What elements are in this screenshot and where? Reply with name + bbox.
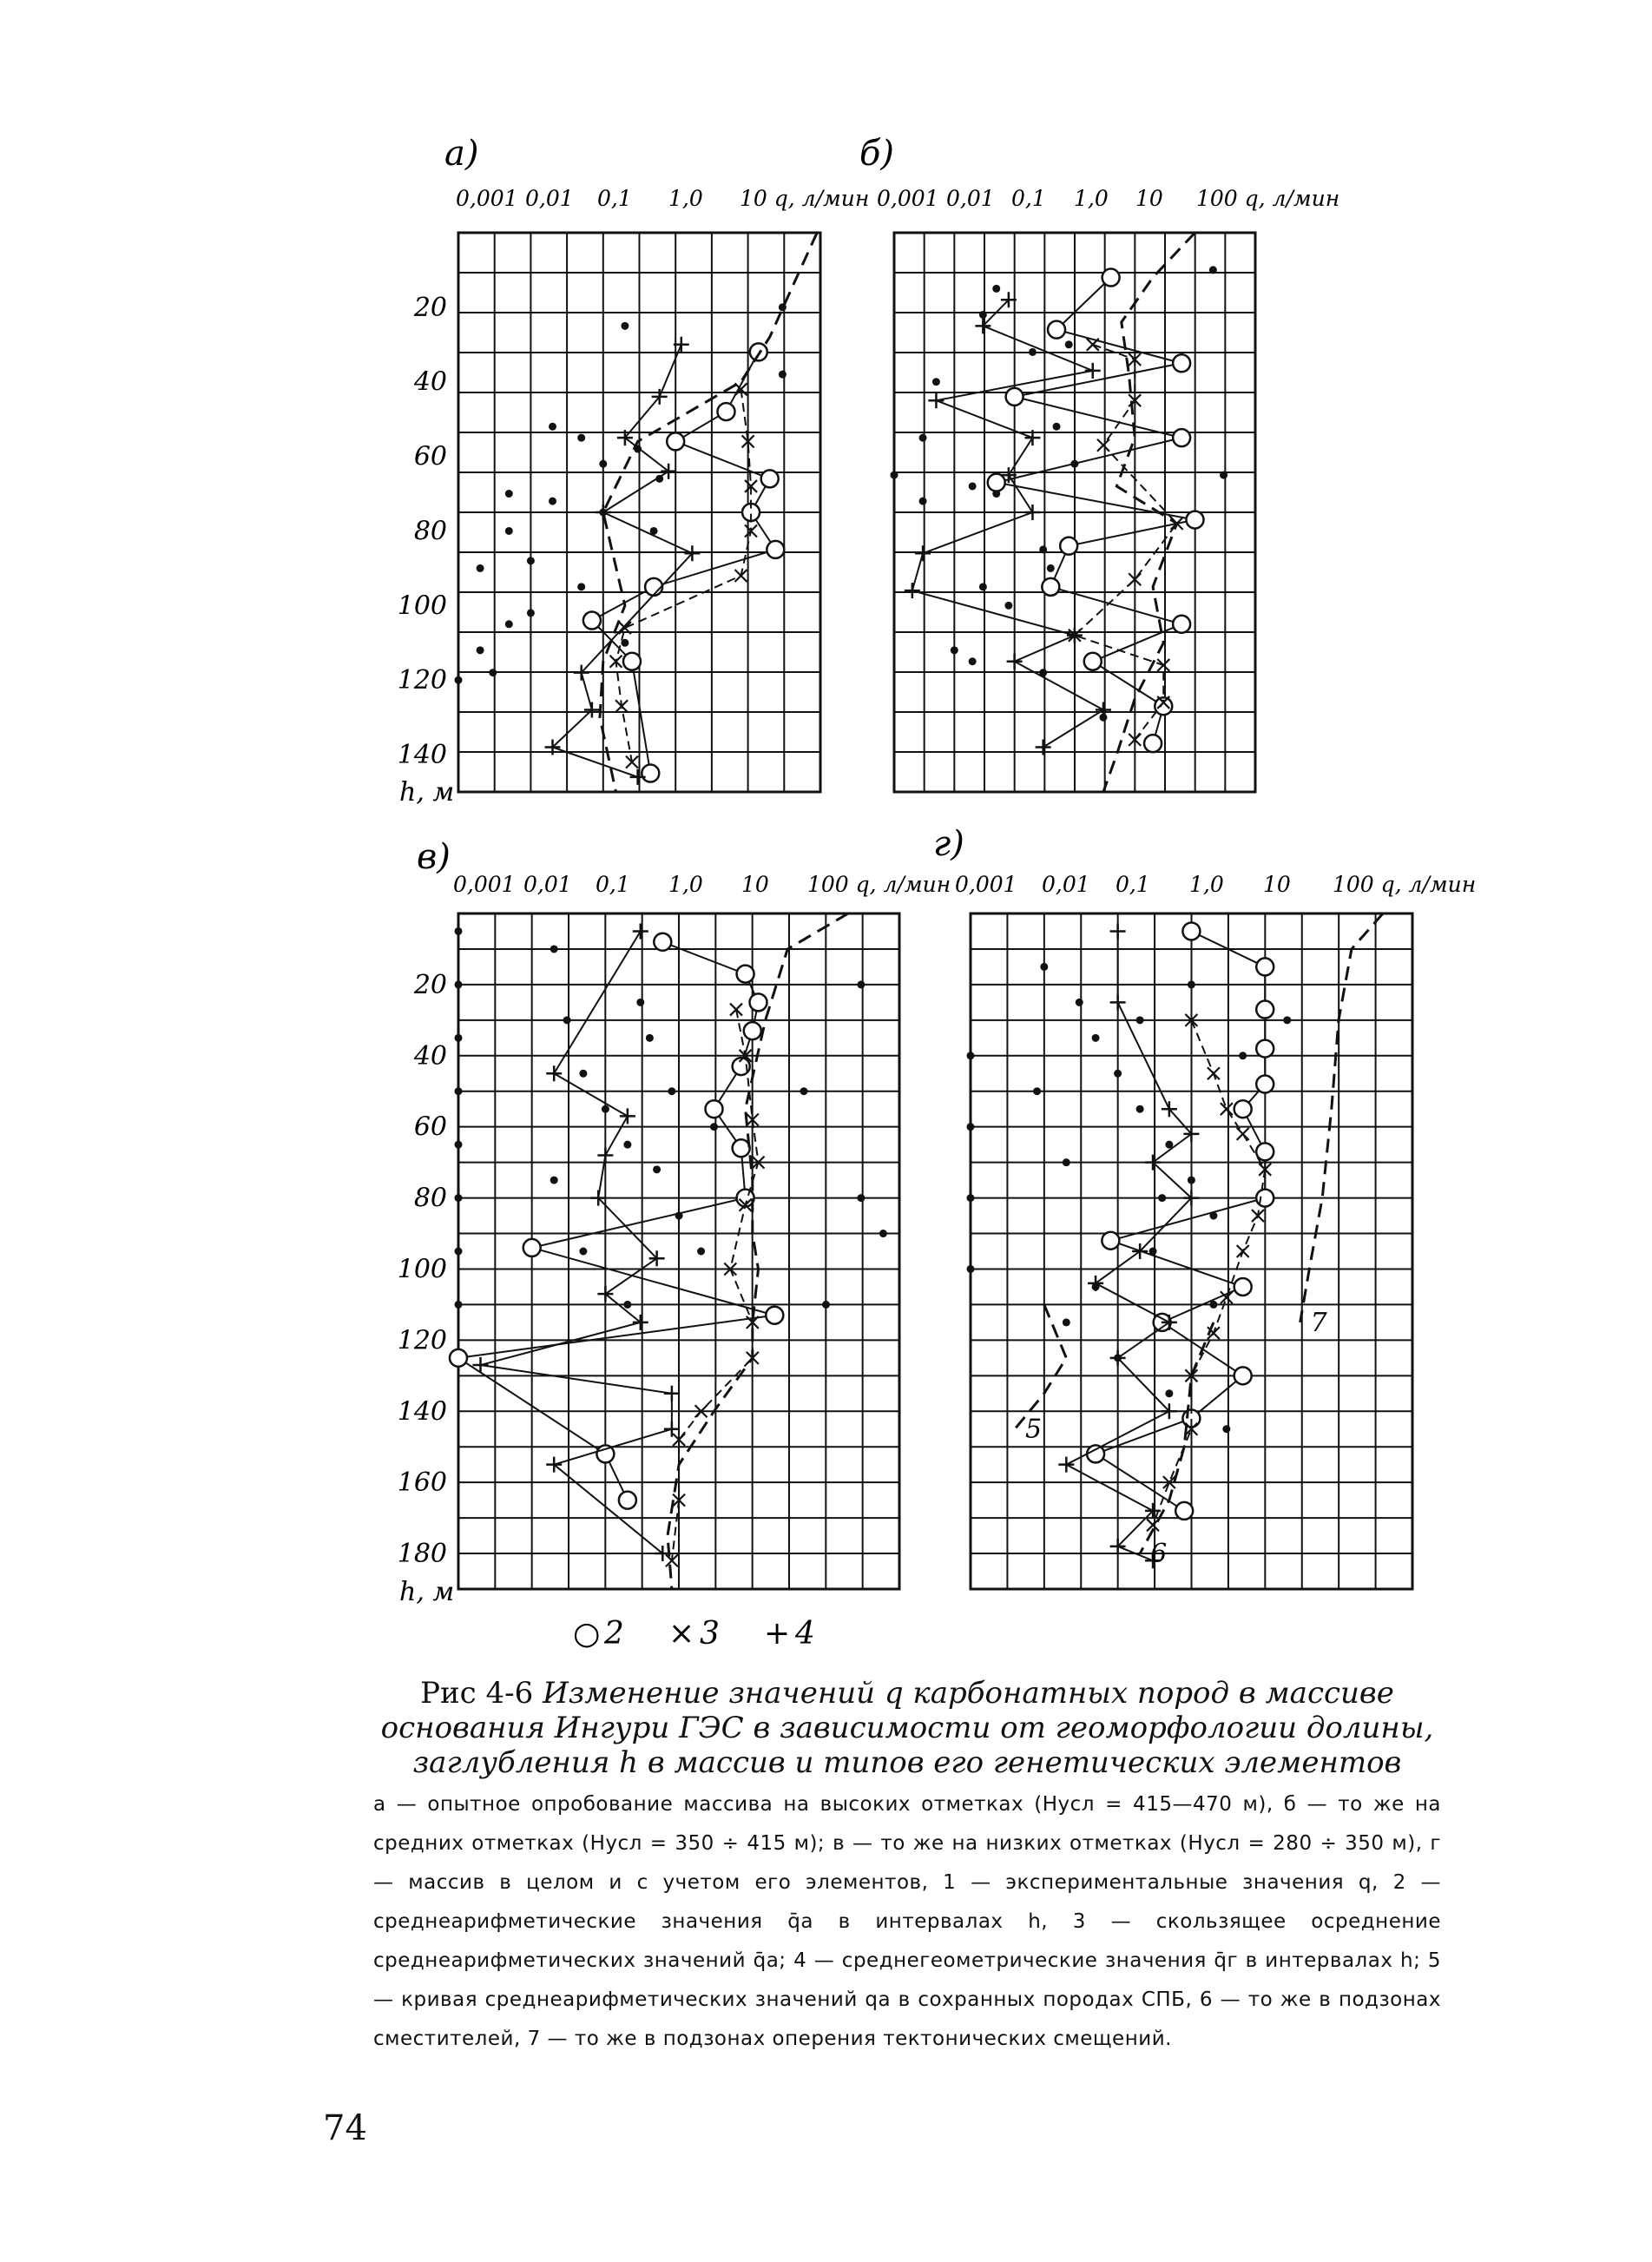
- panel-1-series-2-point: [1173, 429, 1190, 446]
- panel-2-x-tick-label: 100 q, л/мин: [807, 872, 951, 897]
- panel-3-series-2-point: [1256, 1040, 1274, 1058]
- panel-0-series-1-point: [779, 371, 787, 379]
- panel-3-series-6-curve: [1140, 1322, 1214, 1553]
- panel-1-series-1-point: [1004, 602, 1012, 610]
- panel-1-series-2-point: [1102, 269, 1120, 287]
- panel-1-series-4-point: [915, 545, 931, 561]
- panel-2-series-2-point: [450, 1349, 467, 1367]
- caption-notes: а — опытное опробование массива на высоких отметках (Нусл = 415—470 м), б — то же на средних отметках (Нусл = 350 ÷ 415 м); в — то же на низких отметках (Нусл = 280 ÷ 350 м), г — массив в целом и с учетом его элементов, 1 — экспериментальные значения q, 2 — среднеарифметические значения q̄а в интервалах h, 3 — скользящее осреднение среднеарифметических значений q̄а; 4 — среднегеометрические значения q̄г в интервалах h; 5 — кривая среднеарифметических значений qа в сохранных породах СПБ, 6 — то же в подзонах сместителей, 7 — то же в подзонах оперения тектонических смещений.: [373, 1793, 1441, 2050]
- panel-3-series-2-point: [1234, 1367, 1252, 1384]
- panel-3-x-tick-label: 10: [1263, 872, 1291, 897]
- panel-1-series-1-point: [1053, 423, 1061, 431]
- panel-2-series-1-point: [579, 1248, 587, 1256]
- panel-2-y-tick-label: 100: [397, 1254, 447, 1285]
- panel-2-series-1-point: [455, 1034, 463, 1042]
- caption-title-text: Изменение значений q карбонатных пород в массиве основания Ингури ГЭС в зависимости от геоморфологии долины, заглубления h в массив и типов его генетических элементов: [380, 1676, 1434, 1780]
- panel-2-y-tick-label: 80: [413, 1183, 447, 1214]
- panel-2-series-5-curve: [668, 913, 848, 1589]
- panel-3-series-3-line: [1153, 1020, 1265, 1525]
- panel-1-series-4-point: [905, 583, 920, 598]
- panel-0-series-1-point: [477, 564, 484, 572]
- panel-2-series-1-point: [455, 927, 463, 935]
- panel-1-x-tick-label: 10: [1135, 186, 1163, 211]
- panel-1-series-2-point: [1084, 653, 1102, 670]
- panel-2-series-2-point: [744, 1022, 761, 1039]
- panel-2-series-4-point: [597, 1147, 613, 1163]
- panel-2-series-1-point: [879, 1230, 887, 1237]
- panel-0-y-tick-label: 60: [413, 441, 447, 472]
- panel-0-series-1-point: [577, 434, 585, 442]
- panel-0-series-3-point: [735, 570, 747, 582]
- panel-2-series-1-point: [668, 1087, 675, 1095]
- panel-3-series-2-point: [1175, 1502, 1193, 1520]
- panel-1-series-2-point: [1006, 388, 1023, 406]
- panel-2-y-tick-label: 160: [397, 1467, 447, 1499]
- panel-2-series-4-point: [472, 1357, 488, 1373]
- panel-2-y-tick-label: 40: [413, 1040, 447, 1072]
- panel-3-series-2-point: [1182, 922, 1200, 940]
- panel-0-series-2-point: [667, 432, 684, 450]
- panel-3-series-1-point: [1040, 963, 1048, 971]
- panel-1-series-1-point: [969, 657, 977, 665]
- panel-3-series-3-point: [1221, 1103, 1233, 1115]
- panel-3-series-3-point: [1208, 1067, 1220, 1079]
- panel-1-series-1-point: [979, 311, 987, 319]
- panel-2-series-1-point: [455, 1301, 463, 1309]
- panel-2-x-tick-label: 1,0: [668, 872, 703, 897]
- page-number: 74: [323, 2108, 367, 2148]
- panel-3-series-4-point: [1088, 1276, 1103, 1291]
- panel-1-series-1-point: [919, 498, 927, 505]
- panel-2-series-1-point: [455, 1248, 463, 1256]
- panel-0-series-1-point: [599, 460, 607, 468]
- panel-1-series-1-point: [1220, 472, 1227, 479]
- panel-3-x-tick-label: 100 q, л/мин: [1333, 872, 1477, 897]
- panel-3-series-4-point: [1110, 994, 1126, 1010]
- panel-3-series-2-line: [1096, 931, 1265, 1510]
- panel-2-series-4-point: [664, 1421, 680, 1437]
- panel-2-y-tick-label: 120: [397, 1325, 447, 1356]
- panel-0-x-tick-label: 0,1: [597, 186, 632, 211]
- panel-1-x-tick-label: 0,001: [877, 186, 939, 211]
- panel-2-series-1-point: [602, 1105, 609, 1113]
- panel-2-series-2-point: [523, 1239, 541, 1256]
- panel-2-series-1-point: [455, 1087, 463, 1095]
- panel-3-series-7-curve-label: 7: [1310, 1307, 1327, 1338]
- panel-3-series-1-point: [1114, 1070, 1122, 1078]
- panel-2-y-tick-label: 140: [397, 1396, 447, 1428]
- panel-1-series-4-point: [1085, 363, 1101, 379]
- panel-0-series-1-point: [527, 609, 535, 617]
- panel-0-series-1-point: [477, 646, 484, 654]
- panel-3-series-5-curve-label: 5: [1025, 1414, 1043, 1445]
- panel-0-series-2-point: [583, 612, 601, 630]
- panel-3-x-tick-label: 0,001: [955, 872, 1017, 897]
- panel-1-series-1-point: [1029, 348, 1037, 356]
- panel-2-series-1-point: [579, 1070, 587, 1078]
- panel-1-label: б): [859, 134, 895, 174]
- panel-2-y-tick-label: 20: [413, 969, 447, 1000]
- panel-2-series-1-point: [653, 1165, 661, 1173]
- panel-2-series-2-point: [733, 1139, 750, 1157]
- legend-label-3: 3: [700, 1616, 720, 1652]
- panel-3-series-1-point: [1092, 1034, 1100, 1042]
- panel-3-series-4-point: [1058, 1457, 1074, 1473]
- legend-label-2: 2: [604, 1616, 624, 1652]
- panel-2-series-2-point: [750, 993, 767, 1011]
- panel-1-series-4-point: [1007, 654, 1023, 669]
- panel-1-series-3-point: [1097, 439, 1109, 452]
- panel-2-series-1-point: [550, 945, 558, 953]
- panel-2-series-4-line: [480, 931, 671, 1553]
- panel-2-series-1-point: [636, 999, 644, 1006]
- panel-3-series-1-point: [967, 1052, 975, 1059]
- panel-0-x-tick-label: 10 q, л/мин: [740, 186, 870, 211]
- panel-0-series-1-point: [527, 557, 535, 564]
- panel-3-series-2-point: [1087, 1445, 1104, 1462]
- panel-2-series-1-point: [710, 1123, 718, 1131]
- panel-1-series-4-point: [1024, 504, 1040, 520]
- panel-1-x-tick-label: 100 q, л/мин: [1196, 186, 1340, 211]
- panel-1-series-1-point: [919, 434, 927, 442]
- panel-0-series-1-point: [505, 620, 513, 628]
- panel-2-series-1-point: [857, 980, 865, 988]
- panel-0-y-axis-label: h, м: [399, 777, 455, 808]
- panel-2-series-1-point: [455, 1194, 463, 1202]
- legend-symbol-3: ×: [668, 1616, 695, 1652]
- panel-1-series-2-point: [1048, 321, 1065, 339]
- panel-0-series-2-point: [645, 578, 662, 596]
- panel-3-series-2-point: [1102, 1232, 1119, 1250]
- panel-2-series-1-point: [646, 1034, 654, 1042]
- panel-2-x-tick-label: 10: [741, 872, 769, 897]
- panel-3-x-tick-label: 0,01: [1042, 872, 1090, 897]
- panel-1-series-2-point: [1144, 735, 1162, 752]
- panel-2-series-4-point: [664, 1386, 680, 1401]
- panel-1-x-tick-label: 1,0: [1074, 186, 1109, 211]
- panel-1-series-4-point: [928, 392, 944, 408]
- panel-3-series-2-point: [1256, 1001, 1274, 1019]
- panel-2-y-tick-label: 180: [397, 1539, 447, 1570]
- panel-0-series-2-point: [750, 343, 767, 360]
- panel-3-label: г): [933, 824, 964, 864]
- panel-3-series-4-line: [1066, 931, 1191, 1560]
- panel-1-series-2-point: [1042, 578, 1059, 596]
- panel-2-series-1-point: [455, 1141, 463, 1149]
- panel-2-series-2-point: [766, 1307, 783, 1324]
- panel-3-series-1-point: [967, 1265, 975, 1273]
- panel-1-series-1-point: [951, 646, 958, 654]
- panel-2-series-2-point: [737, 966, 754, 983]
- panel-0-series-4-point: [661, 464, 676, 479]
- panel-3-series-1-point: [1222, 1425, 1230, 1433]
- panel-0-series-1-point: [577, 583, 585, 590]
- panel-0-series-1-point: [489, 669, 497, 676]
- panel-2-series-1-point: [697, 1248, 705, 1256]
- panel-2-series-2-point: [619, 1492, 636, 1509]
- figure-caption: [373, 1676, 1441, 2059]
- panel-0-x-tick-label: 0,001: [456, 186, 518, 211]
- panel-0-y-tick-label: 40: [413, 366, 447, 398]
- panel-0-series-3-point: [745, 524, 757, 537]
- panel-3-series-2-point: [1234, 1278, 1252, 1296]
- panel-1-series-3-point: [1087, 339, 1099, 351]
- panel-3-series-1-point: [1239, 1052, 1247, 1059]
- legend-symbol-2: ○: [573, 1616, 601, 1652]
- panel-0-y-tick-label: 140: [397, 740, 447, 771]
- panel-0-series-2-point: [623, 653, 641, 670]
- panel-0-series-1-point: [549, 498, 556, 505]
- panel-2-series-1-point: [563, 1016, 571, 1024]
- legend-label-4: 4: [795, 1616, 815, 1652]
- panel-3-series-1-point: [1158, 1194, 1166, 1202]
- panel-3-series-1-point: [1063, 1158, 1070, 1166]
- panel-2-label: в): [417, 837, 451, 877]
- panel-2-series-4-point: [633, 923, 648, 939]
- panel-3-series-1-point: [1076, 999, 1083, 1006]
- panel-2-y-axis-label: h, м: [399, 1577, 455, 1607]
- panel-1-series-2-point: [1173, 354, 1190, 372]
- panel-2-series-2-line: [458, 942, 774, 1500]
- panel-3-series-1-point: [967, 1194, 975, 1202]
- panel-3-series-1-point: [1063, 1318, 1070, 1326]
- panel-0-x-tick-label: 1,0: [668, 186, 703, 211]
- panel-1-series-2-point: [1173, 616, 1190, 633]
- panel-1-series-1-point: [1209, 266, 1217, 274]
- panel-3-series-5-curve: [1015, 1304, 1066, 1428]
- panel-0-series-2-point: [767, 541, 784, 558]
- panel-0-x-tick-label: 0,01: [525, 186, 574, 211]
- panel-3-series-1-point: [1283, 1016, 1291, 1024]
- panel-0-series-2-point: [761, 470, 779, 487]
- panel-1-series-2-point: [1187, 511, 1204, 529]
- panel-2-series-2-point: [706, 1100, 723, 1118]
- panel-1-series-1-point: [992, 285, 1000, 293]
- legend-symbol-4: +: [764, 1616, 791, 1652]
- panel-3-series-1-point: [1136, 1105, 1144, 1113]
- panel-3-series-1-point: [1165, 1389, 1173, 1397]
- panel-2-series-2-point: [654, 933, 671, 951]
- panel-0-series-1-point: [621, 322, 629, 330]
- panel-1-series-1-point: [1047, 564, 1055, 572]
- panel-1-series-4-point: [1096, 702, 1111, 718]
- panel-1-x-tick-label: 0,01: [946, 186, 995, 211]
- panel-3-series-1-point: [1033, 1087, 1041, 1095]
- panel-0-series-1-point: [505, 527, 513, 535]
- panel-1-series-1-point: [891, 472, 898, 479]
- panel-0-series-1-point: [505, 490, 513, 498]
- panel-2-series-1-point: [800, 1087, 808, 1095]
- panel-3-series-1-point: [1136, 1016, 1144, 1024]
- panel-1-series-2-point: [1060, 537, 1077, 555]
- panel-3-series-2-point: [1256, 1076, 1274, 1093]
- caption-title: [373, 1676, 1441, 1780]
- panel-1-series-1-point: [979, 583, 987, 590]
- panel-2-series-1-point: [550, 1177, 558, 1184]
- panel-3-x-tick-label: 1,0: [1189, 872, 1224, 897]
- panel-2-series-1-point: [623, 1141, 631, 1149]
- panel-3-series-3-point: [1237, 1245, 1249, 1257]
- panel-1-series-1-point: [969, 482, 977, 490]
- panel-3-series-4-point: [1110, 923, 1126, 939]
- panel-3-x-tick-label: 0,1: [1116, 872, 1150, 897]
- panel-2-series-1-point: [822, 1301, 830, 1309]
- panel-2-series-1-point: [857, 1194, 865, 1202]
- panel-2-x-tick-label: 0,1: [596, 872, 630, 897]
- panel-0-series-1-point: [455, 676, 463, 684]
- panel-3-series-1-point: [1188, 1177, 1195, 1184]
- panel-1-series-1-point: [1039, 545, 1047, 553]
- panel-3-series-6-curve-label: 6: [1150, 1539, 1168, 1570]
- panel-2-series-1-point: [455, 980, 463, 988]
- panel-2-series-4-point: [546, 1065, 562, 1081]
- caption-title-prefix: Рис 4-6: [420, 1676, 534, 1711]
- panel-3-series-2-point: [1256, 958, 1274, 975]
- panel-0-label: а): [444, 134, 479, 174]
- panel-0-series-2-point: [642, 765, 659, 782]
- panel-3-series-1-point: [1188, 980, 1195, 988]
- panel-1-series-1-point: [932, 378, 940, 386]
- panel-0-y-tick-label: 120: [397, 665, 447, 696]
- panel-3-series-7-curve: [1300, 913, 1383, 1322]
- panel-3-series-2-point: [1234, 1100, 1252, 1118]
- panel-1-series-1-point: [1065, 340, 1073, 348]
- panel-0-series-2-point: [717, 403, 734, 420]
- panel-0-y-tick-label: 80: [413, 516, 447, 547]
- panel-0-series-1-point: [549, 423, 556, 431]
- panel-1-series-3-point: [1157, 659, 1169, 671]
- panel-0-y-tick-label: 20: [413, 292, 447, 323]
- panel-0-y-tick-label: 100: [397, 590, 447, 622]
- panel-2-x-tick-label: 0,01: [523, 872, 572, 897]
- panel-1-series-2-point: [988, 474, 1005, 491]
- panel-3-series-3-point: [1237, 1128, 1249, 1140]
- panel-2-series-1-point: [623, 1301, 631, 1309]
- panel-2-y-tick-label: 60: [413, 1111, 447, 1143]
- panel-3-series-2-point: [1256, 1143, 1274, 1160]
- panel-2-series-4-point: [620, 1108, 635, 1124]
- panel-1-x-tick-label: 0,1: [1011, 186, 1046, 211]
- panel-2-x-tick-label: 0,001: [453, 872, 516, 897]
- panel-3-series-1-point: [967, 1123, 975, 1131]
